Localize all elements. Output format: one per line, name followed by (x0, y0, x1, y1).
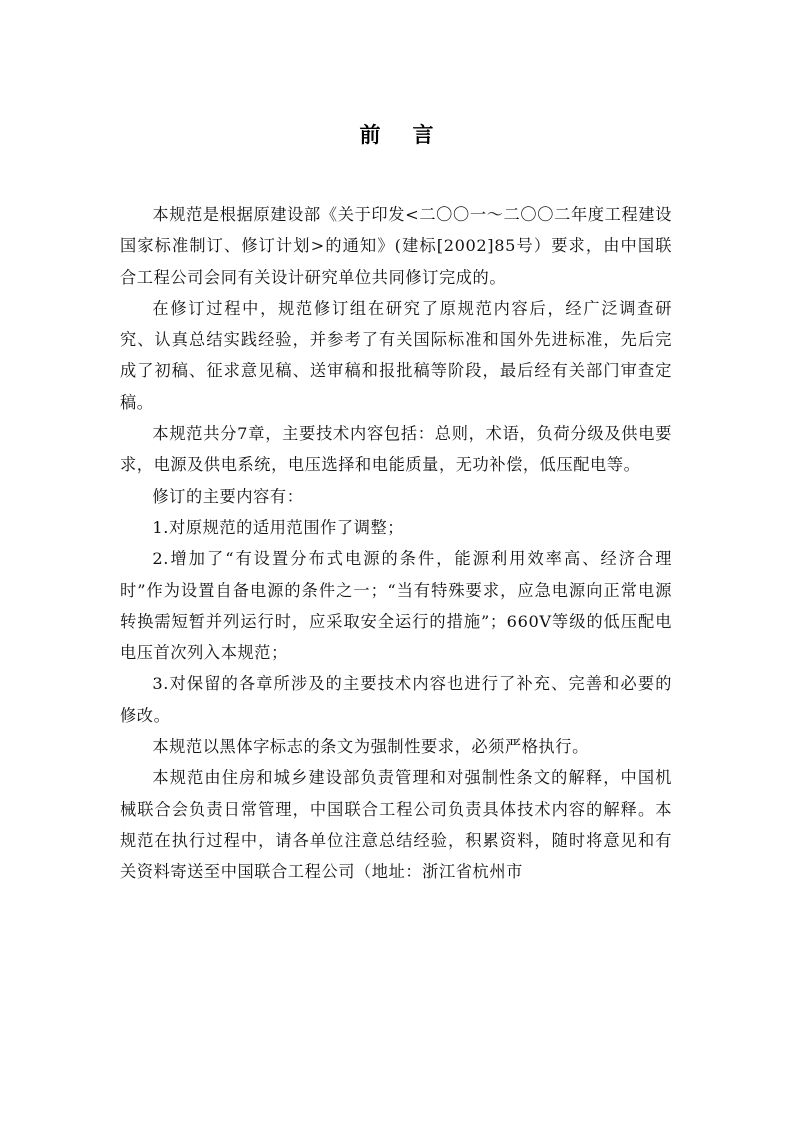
page-title: 前言 (359, 123, 466, 147)
paragraph-1: 本规范是根据原建设部《关于印发<二〇〇一～二〇〇二年度工程建设国家标准制订、修订计划>的通知》(建标[2002]85号）要求，由中国联合工程公司会同有关设计研究单位共同修订完成的。 (120, 205, 672, 287)
list-item-2: 2.增加了“有设置分布式电源的条件，能源利用效率高、经济合理时”作为设置自备电源的条件之一；“当有特殊要求，应急电源向正常电源转换需短暂并列运行时，应采取安全运行的措施”；660V等级的低压配电电压首次列入本规范； (120, 549, 672, 663)
list-item-1: 1.对原规范的适用范围作了调整； (152, 517, 405, 537)
paragraph-6: 本规范由住房和城乡建设部负责管理和对强制性条文的解释，中国机械联合会负责日常管理，中国联合工程公司负责具体技术内容的解释。本规范在执行过程中，请各单位注意总结经验，积累资料，随时将意见和有关资料寄送至中国联合工程公司（地址：浙江省杭州市 (120, 768, 672, 882)
preface-body (120, 199, 672, 888)
paragraph-5: 本规范以黑体字标志的条文为强制性要求，必须严格执行。 (152, 737, 589, 757)
list-item-3: 3.对保留的各章所涉及的主要技术内容也进行了补充、完善和必要的修改。 (120, 674, 672, 725)
paragraph-2: 在修订过程中，规范修订组在研究了原规范内容后，经广泛调查研究、认真总结实践经验，并参考了有关国际标准和国外先进标准，先后完成了初稿、征求意见稿、送审稿和报批稿等阶段，最后经有关部门审查定稿。 (120, 298, 672, 412)
paragraph-3: 本规范共分7章，主要技术内容包括：总则，术语，负荷分级及供电要求，电源及供电系统，电压选择和电能质量，无功补偿，低压配电等。 (120, 424, 672, 475)
paragraph-4: 修订的主要内容有： (152, 486, 304, 506)
